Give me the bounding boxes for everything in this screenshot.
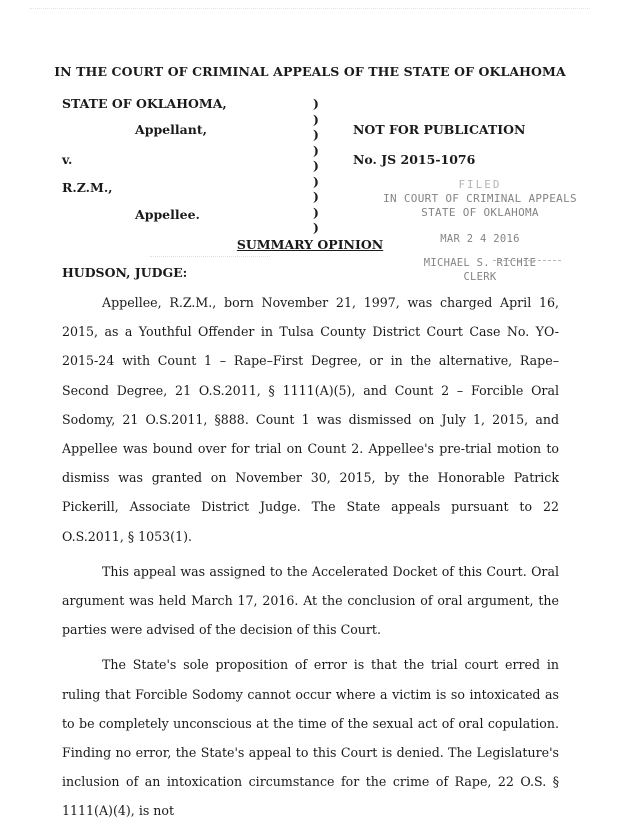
opinion-body xyxy=(62,288,559,832)
scan-artifact xyxy=(150,256,270,257)
caption-paren: ) xyxy=(313,111,319,127)
caption-appellee: Appellee. xyxy=(135,207,200,222)
caption-paren: ) xyxy=(313,158,319,173)
opinion-paragraph: The State's sole proposition of error is that the trial court erred in ruling that Forcible Sodomy cannot occur where a victim is so intoxicated as to be completely unconscious at the time of the sexual act of oral copulation. Finding no error, the State's appeal to this Court is denied. The Legislature's inclusion of an intoxication circumstance for the crime of Rape, 22 O.S. § 1111(A)(4), is not xyxy=(62,657,559,819)
publication-status: NOT FOR PUBLICATION xyxy=(353,122,526,137)
caption-paren: ) xyxy=(313,189,319,204)
caption-state: STATE OF OKLAHOMA, xyxy=(62,96,227,111)
caption-bracket xyxy=(313,96,323,236)
opinion-paragraph: Appellee, R.Z.M., born November 21, 1997, was charged April 16, 2015, as a Youthful Offender in Tulsa County District Court Case No. YO-2015-24 with Count 1 – Rape–First Degree, or in the alternative, Rape–Second Degree, 21 O.S.2011, § 1111(A)(5), and Count 2 – Forcible Oral Sodomy, 21 O.S.2011, §888. Count 1 was dismissed on July 1, 2015, and Appellee was bound over for trial on Count 2. Appellee's pre-trial motion to dismiss was granted on November 30, 2015, by the Honorable Patrick Pickerill, Associate District Judge. The State appeals pursuant to 22 O.S.2011, § 1053(1). xyxy=(62,295,559,544)
stamp-clerk-name: MICHAEL S. RICHIE xyxy=(423,257,537,269)
stamp-date: MAR 2 4 2016 xyxy=(440,233,520,245)
opinion-paragraph: This appeal was assigned to the Accelerated Docket of this Court. Oral argument was held March 17, 2016. At the conclusion of oral argument, the parties were advised of the decision of this Court. xyxy=(62,563,559,638)
court-title: IN THE COURT OF CRIMINAL APPEALS OF THE STATE OF OKLAHOMA xyxy=(54,64,566,79)
scan-artifact xyxy=(30,8,590,15)
filed-stamp xyxy=(380,178,580,284)
stamp-signature-line xyxy=(493,260,561,261)
judge-name: HUDSON, JUDGE: xyxy=(62,265,188,280)
case-number: No. JS 2015-1076 xyxy=(353,152,476,167)
caption-defendant: R.Z.M., xyxy=(62,180,113,195)
stamp-filed: FILED xyxy=(458,178,502,191)
caption-paren: ) xyxy=(313,96,319,111)
caption-paren: ) xyxy=(313,127,319,142)
caption-paren: ) xyxy=(313,142,319,158)
opinion-heading: SUMMARY OPINION xyxy=(236,237,384,252)
caption-paren: ) xyxy=(313,220,319,235)
caption-appellant: Appellant, xyxy=(135,122,207,137)
stamp-court-line2: STATE OF OKLAHOMA xyxy=(421,206,539,219)
caption-paren: ) xyxy=(313,173,319,189)
stamp-clerk-title: CLERK xyxy=(463,271,497,283)
caption-versus: v. xyxy=(62,152,73,167)
caption-paren: ) xyxy=(313,204,319,220)
stamp-court-line1: IN COURT OF CRIMINAL APPEALS xyxy=(383,192,577,205)
